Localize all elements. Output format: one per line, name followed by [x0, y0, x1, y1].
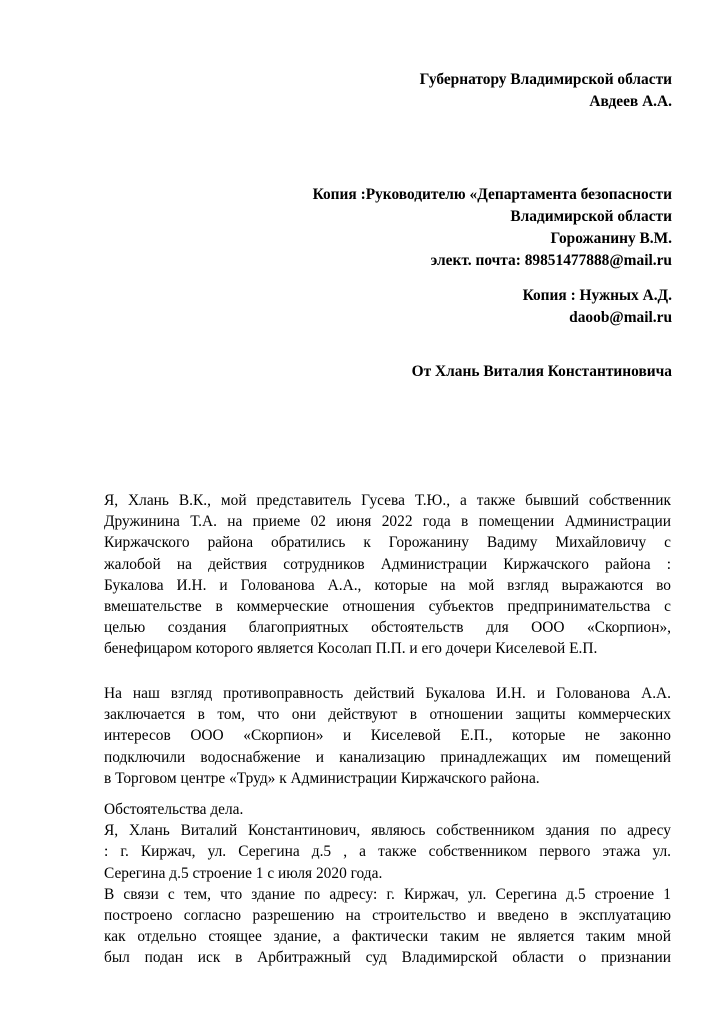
paragraph-line: Я, Хлань Виталий Константинович, являюсь собственником здания по адресу	[104, 822, 671, 840]
copy-recipient-block	[313, 184, 672, 272]
second-copy-email: daoob@mail.ru	[569, 309, 672, 326]
addressee-title: Губернатору Владимирской области	[419, 71, 672, 88]
paragraph-line: Я, Хлань В.К., мой представитель Гусева Т.Ю., а также бывший собственник	[104, 492, 671, 509]
second-copy-name: Копия : Нужных А.Д.	[522, 287, 672, 304]
paragraph-line: вмешательстве в коммерческие отношения субъектов предпринимательства с	[104, 598, 671, 616]
paragraph-line: построено согласно разрешению на строительство и введено в эксплуатацию	[104, 907, 671, 925]
section-heading: Обстоятельства дела.	[104, 801, 244, 818]
paragraph-line: целью создания благоприятных обстоятельств для ООО «Скорпион»,	[104, 619, 671, 637]
paragraph-line: подключили водоснабжение и канализацию принадлежащих им помещений	[104, 748, 671, 766]
paragraph-line: интересов ООО «Скорпион» и Киселевой Е.П., которые не законно	[104, 727, 671, 745]
copy-recipient-title: Копия :Руководителю «Департамента безопасности	[312, 186, 672, 203]
paragraph-line: Букалова И.Н. и Голованова А.А., которые на мой взгляд выражаются во	[104, 576, 671, 594]
paragraph-line: в Торговом центре «Труд» к Администрации Киржачского района.	[104, 769, 540, 787]
paragraph-line: : г. Киржач, ул. Серегина д.5 , а также собственником первого этажа ул.	[104, 843, 671, 861]
sender-name: От Хлань Виталия Константиновича	[411, 363, 672, 380]
paragraph-line: На наш взгляд противоправность действий Букалова И.Н. и Голованова А.А.	[104, 685, 671, 702]
paragraph-line: Серегина д.5 строение 1 с июля 2020 года.	[104, 864, 383, 882]
paragraph-unlawfulness	[104, 683, 671, 789]
paragraph-line: бенефицаром которого является Косолап П.П. и его дочери Киселевой Е.П.	[104, 640, 598, 658]
addressee-block	[420, 69, 672, 113]
paragraph-line: был подан иск в Арбитражный суд Владимирской области о признании	[104, 949, 671, 967]
paragraph-complaint	[104, 490, 671, 660]
paragraph-line: Дружинина Т.А. на приеме 02 июня 2022 года в помещении Администрации	[104, 513, 671, 531]
paragraph-line: В связи с тем, что здание по адресу: г. Киржач, ул. Серегина д.5 строение 1	[104, 885, 671, 903]
paragraph-circumstances	[104, 799, 671, 969]
addressee-name: Авдеев А.А.	[589, 93, 672, 110]
paragraph-line: жалобой на действия сотрудников Администрации Киржачского района :	[104, 555, 671, 573]
paragraph-line: как отдельно стоящее здание, а фактически таким не является таким мной	[104, 928, 671, 946]
copy-recipient-name: Горожанину В.М.	[550, 230, 672, 247]
paragraph-line: Киржачского района обратились к Горожанину Вадиму Михайловичу с	[104, 534, 671, 552]
second-copy-block	[523, 285, 672, 329]
paragraph-line: заключается в том, что они действуют в отношении защиты коммерческих	[104, 706, 671, 724]
sender-block	[412, 361, 672, 383]
copy-recipient-email: элект. почта: 89851477888@mail.ru	[430, 252, 672, 269]
copy-recipient-region: Владимирской области	[510, 208, 672, 225]
